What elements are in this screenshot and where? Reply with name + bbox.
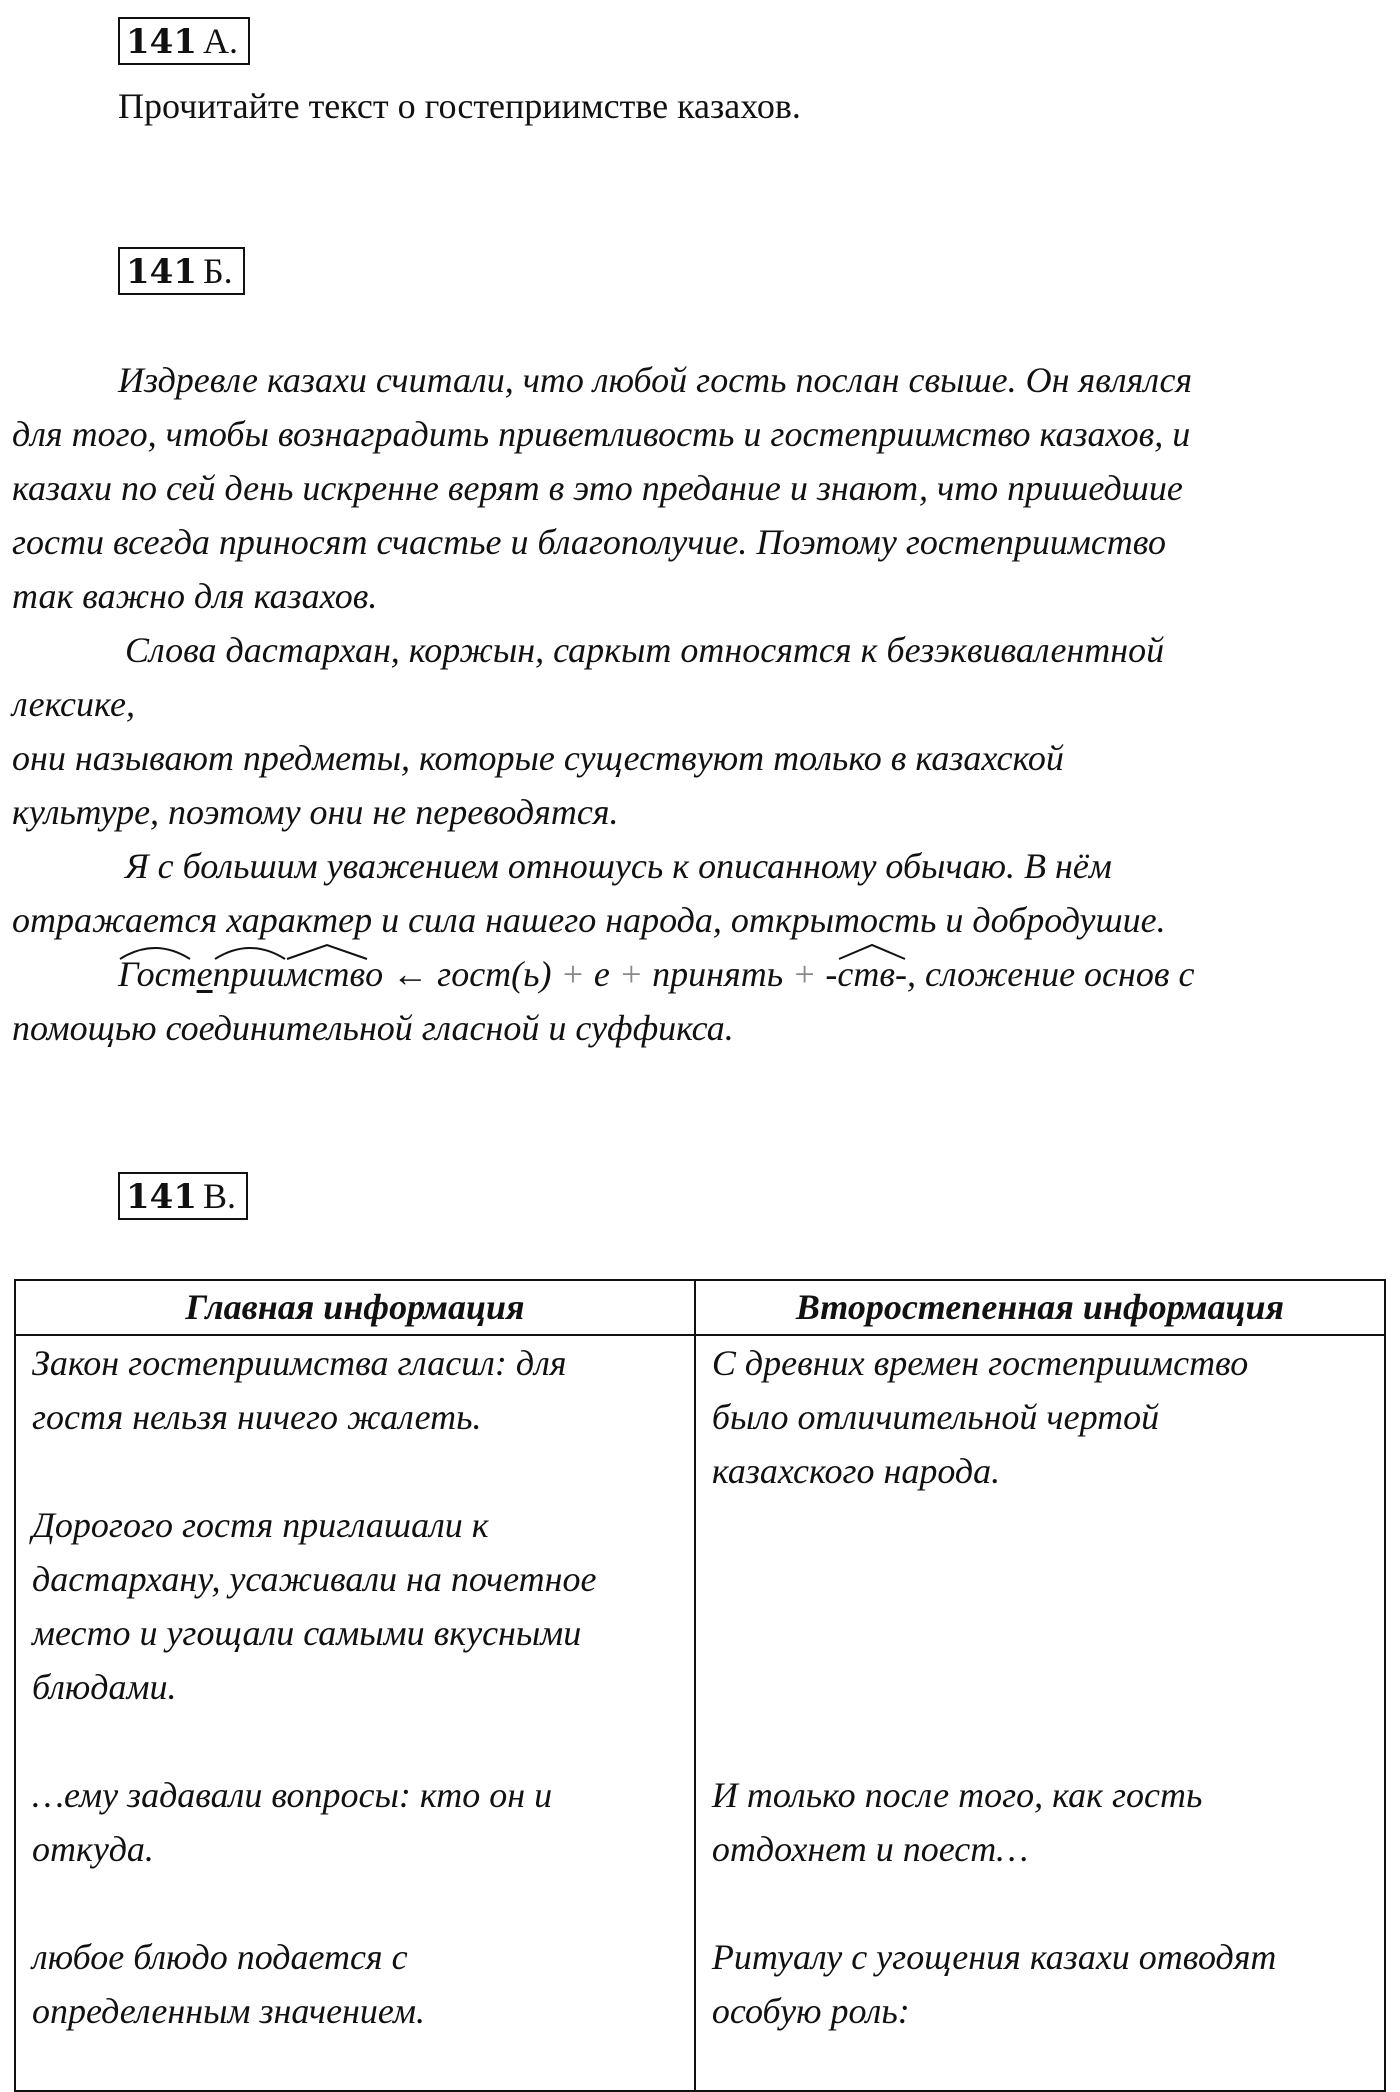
text-line: Слова дастархан, коржын, саркыт относятся к безэквивалентной	[125, 630, 1165, 670]
morpheme-root-1: Гост	[118, 947, 197, 1001]
exercise-label-b	[118, 247, 245, 295]
main-info-cell	[15, 1335, 695, 2091]
information-table	[14, 1279, 1386, 2092]
text-line: так важно для казахов.	[12, 576, 378, 616]
secondary-info-cell	[695, 1335, 1385, 2091]
formation-tail: -, сложение основ с	[895, 954, 1195, 994]
secondary-info-entry: Ритуалу с угощения казахи отводят особую роль:	[711, 1937, 1277, 2031]
formation-part: гост(ь)	[437, 954, 552, 994]
exercise-number-box	[118, 1172, 248, 1220]
table-header-row	[15, 1280, 1385, 1335]
text-line: культуре, поэтому они не переводятся.	[12, 792, 619, 832]
text-line: Издревле казахи считали, что любой гость послан свыше. Он являлся	[118, 360, 1193, 400]
instruction-text: Прочитайте текст о гостеприимстве казахов.	[118, 86, 801, 126]
suffix-prefix: -	[825, 954, 838, 994]
exercise-label-c	[118, 1172, 248, 1220]
main-info-entry: Дорогого гостя приглашали к дастархану, усаживали на почетное место и угощали самыми вкусными блюдами.	[32, 1505, 597, 1707]
exercise-letter: А.	[202, 21, 238, 61]
formation-part: е	[593, 954, 610, 994]
main-info-entry: Закон гостеприимства гласил: для гостя нельзя ничего жалеть.	[32, 1343, 567, 1437]
formation-suffix: ств	[837, 947, 895, 1001]
exercise-number: 141	[126, 22, 197, 62]
exercise-number: 141	[126, 252, 197, 292]
exercise-number-box	[118, 247, 245, 295]
suffix-caret-mark	[285, 943, 369, 963]
morpheme-root-2: прии	[213, 947, 285, 1001]
plus-sign: +	[560, 954, 585, 994]
text-line: они называют предметы, которые существуют только в казахской	[12, 738, 1064, 778]
text-line: лексике,	[12, 684, 135, 724]
word-formation-analysis	[118, 947, 1195, 1001]
table-row	[15, 1335, 1385, 2091]
main-info-entry: …ему задавали вопросы: кто он и откуда.	[32, 1775, 553, 1869]
main-info-entry: любое блюдо подается с определенным значением.	[32, 1937, 425, 2031]
morpheme-suffix: мств	[285, 947, 366, 1001]
plus-sign: +	[618, 954, 644, 994]
text-line: отражается характер и сила нашего народа, открытость и добродушие.	[12, 900, 1166, 940]
exercise-label-a	[118, 17, 250, 65]
morpheme-connector: е	[196, 954, 213, 994]
exercise-letter: В.	[202, 1176, 236, 1216]
text-line: казахи по сей день искренне верят в это предание и знают, что пришедшие	[12, 468, 1183, 508]
header-secondary-info: Второстепенная информация	[695, 1280, 1385, 1335]
plus-sign: +	[792, 954, 817, 994]
exercise-letter: Б.	[202, 251, 233, 291]
formation-part: принять	[652, 954, 784, 994]
header-main-info: Главная информация	[15, 1280, 695, 1335]
root-arc-mark	[118, 943, 192, 963]
exercise-number: 141	[126, 1177, 197, 1217]
text-line: гости всегда приносят счастье и благополучие. Поэтому гостеприимство	[12, 522, 1166, 562]
text-line: для того, чтобы вознаградить приветливость и гостеприимство казахов, и	[12, 414, 1191, 454]
root-arc-mark	[213, 943, 287, 963]
secondary-info-entry: И только после того, как гость отдохнет и поест…	[711, 1775, 1203, 1869]
arrow-sign: ←	[392, 954, 429, 994]
text-line: помощью соединительной гласной и суффикса.	[12, 1008, 734, 1048]
secondary-info-entry: С древних времен гостеприимство было отличительной чертой казахского народа.	[711, 1343, 1249, 1491]
exercise-number-box	[118, 17, 250, 65]
text-line: Я с большим уважением отношусь к описанному обычаю. В нём	[125, 846, 1112, 886]
suffix-caret-mark	[837, 943, 907, 963]
morpheme-ending: о	[365, 954, 384, 994]
